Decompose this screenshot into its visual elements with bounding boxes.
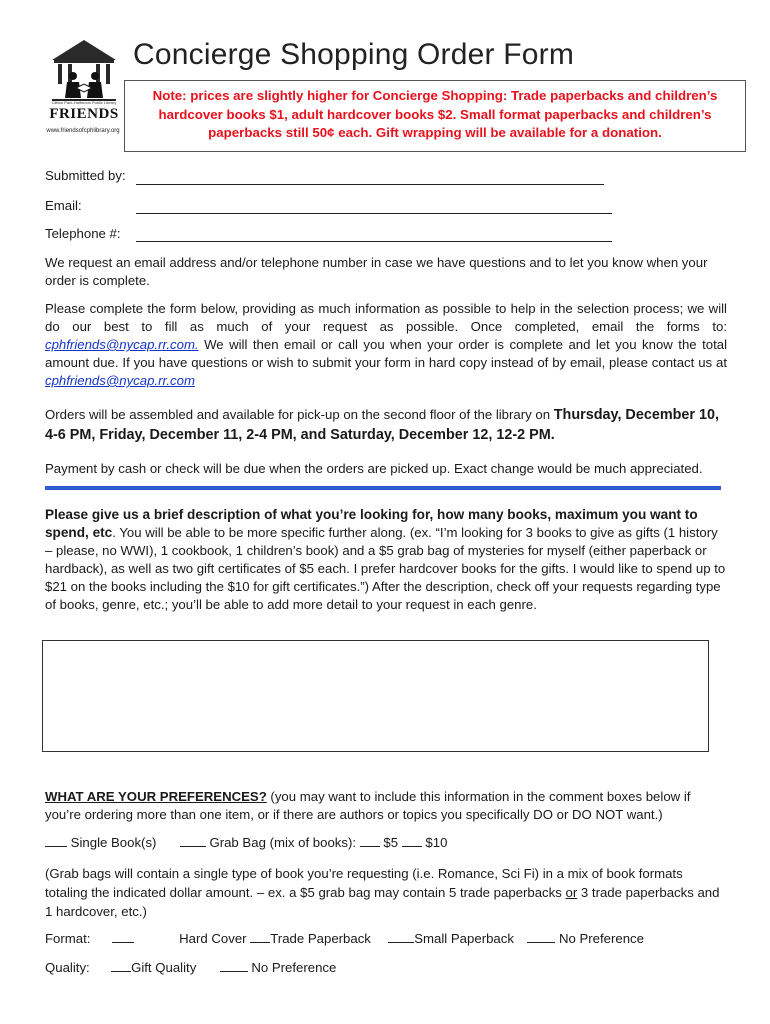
complete-text-1: Please complete the form below, providing as much information as possible to help in the selection process; we will do our best to fill as much of your request as possible. Once completed, email the forms to: [45, 301, 727, 334]
telephone-field[interactable] [136, 241, 612, 242]
price-note-text: Note: prices are slightly higher for Concierge Shopping: Trade paperbacks and children’s hardcover books $1, adult hardcover books $2. Small format paperbacks and children’s paperbacks still 50¢ each. Gift wrapping will be available for a donation. [152, 88, 718, 141]
description-paragraph [45, 506, 727, 614]
quality-label: Quality: [45, 960, 90, 975]
contact-paragraph: We request an email address and/or telephone number in case we have questions and to let you know when your order is complete. [45, 255, 708, 288]
payment-paragraph: Payment by cash or check will be due when the orders are picked up. Exact change would be much appreciated. [45, 461, 703, 476]
gift-quality-label: Gift Quality [131, 960, 197, 975]
grab-bag-checkbox[interactable] [180, 834, 206, 847]
email-link-1[interactable]: cphfriends@nycap.rr.com. [45, 337, 199, 352]
gift-quality-checkbox[interactable] [111, 959, 131, 972]
email-link-2[interactable]: cphfriends@nycap.rr.com [45, 373, 195, 388]
logo-website: www.friendsofcphlibrary.org [46, 128, 120, 134]
section-divider [45, 486, 721, 490]
quality-no-preference-label: No Preference [251, 960, 337, 975]
pickup-text: Orders will be assembled and available for pick-up on the second floor of the library on [45, 407, 554, 422]
email-field[interactable] [136, 213, 612, 214]
description-bold: Please give us a brief description of what you’re looking for, how many books, maximum you want to spend, etc [45, 507, 698, 540]
email-label: Email: [45, 198, 82, 213]
grab-note-or: or [565, 885, 578, 900]
description-textbox[interactable] [42, 640, 709, 752]
preferences-paragraph [45, 788, 727, 824]
format-no-preference-checkbox[interactable] [527, 930, 555, 943]
preferences-heading: WHAT ARE YOUR PREFERENCES? [45, 789, 267, 804]
single-book-label: Single Book(s) [70, 835, 157, 850]
complete-text-2: We will then email or call you when your order is complete and let you know the total amount due. If you have questions or wish to submit your form in hard copy instead of by email, please contact us at [45, 337, 727, 370]
friends-logo [46, 36, 122, 144]
trade-paperback-label: Trade Paperback [270, 931, 371, 946]
small-paperback-checkbox[interactable] [388, 930, 414, 943]
grab-note-1: (Grab bags will contain a single type of book you’re requesting (i.e. Romance, Sci Fi) in a mix of book formats totaling the indicated dollar amount. – ex. a $5 grab bag may contain 5 trade paperbacks [45, 866, 683, 900]
quality-row [45, 959, 727, 977]
quality-no-preference-checkbox[interactable] [220, 959, 248, 972]
hard-cover-label: Hard Cover [179, 931, 247, 946]
format-row [45, 930, 727, 948]
small-paperback-label: Small Paperback [414, 931, 514, 946]
submitted-by-label: Submitted by: [45, 168, 126, 183]
five-dollar-checkbox[interactable] [360, 834, 380, 847]
preferences-intro: (you may want to include this information in the comment boxes below if you’re ordering more than one item, or if there are authors or topics you specifically DO or DO NOT want.) [45, 789, 691, 822]
book-type-row [45, 834, 727, 852]
complete-form-paragraph [45, 300, 727, 390]
description-rest: . You will be able to be more specific further along. (ex. “I’m looking for 3 books to give as gifts (1 history – please, no WWI), 1 cookbook, 1 children’s book) and a $5 grab bag of mysteries for myself (either paperback or hardback), as well as two gift certificates of $5 each. I prefer hardcover books for the gifts. I would like to spend up to $21 on the books including the $10 for gift certificates.”) After the description, check off your requests regarding type of books, genre, etc.; you’ll be able to add more detail to your request in each genre. [45, 525, 726, 612]
telephone-label: Telephone #: [45, 226, 121, 241]
format-no-preference-label: No Preference [558, 931, 644, 946]
trade-paperback-checkbox[interactable] [250, 930, 270, 943]
pickup-dates: Thursday, December 10, 4-6 PM, Friday, December 11, 2-4 PM, and Saturday, December 12, 12-2 PM. [45, 407, 720, 443]
format-label: Format: [45, 931, 91, 946]
grab-note-2: 3 trade paperbacks and 1 hardcover, etc.) [45, 885, 720, 919]
ten-dollar-label: $10 [425, 835, 448, 850]
grab-bag-note [45, 864, 727, 921]
single-book-checkbox[interactable] [45, 834, 67, 847]
five-dollar-label: $5 [383, 835, 399, 850]
format-blank-checkbox[interactable] [112, 930, 134, 943]
page-title: Concierge Shopping Order Form [133, 38, 575, 71]
logo-subtitle: Clifton Park-Halfmoon Public Library [51, 100, 117, 105]
ten-dollar-checkbox[interactable] [402, 834, 422, 847]
submitted-by-field[interactable] [136, 184, 604, 185]
price-note-box [124, 80, 746, 152]
grab-bag-label: Grab Bag (mix of books): [209, 835, 357, 850]
logo-name: FRIENDS [49, 106, 119, 122]
pickup-paragraph [45, 405, 727, 445]
